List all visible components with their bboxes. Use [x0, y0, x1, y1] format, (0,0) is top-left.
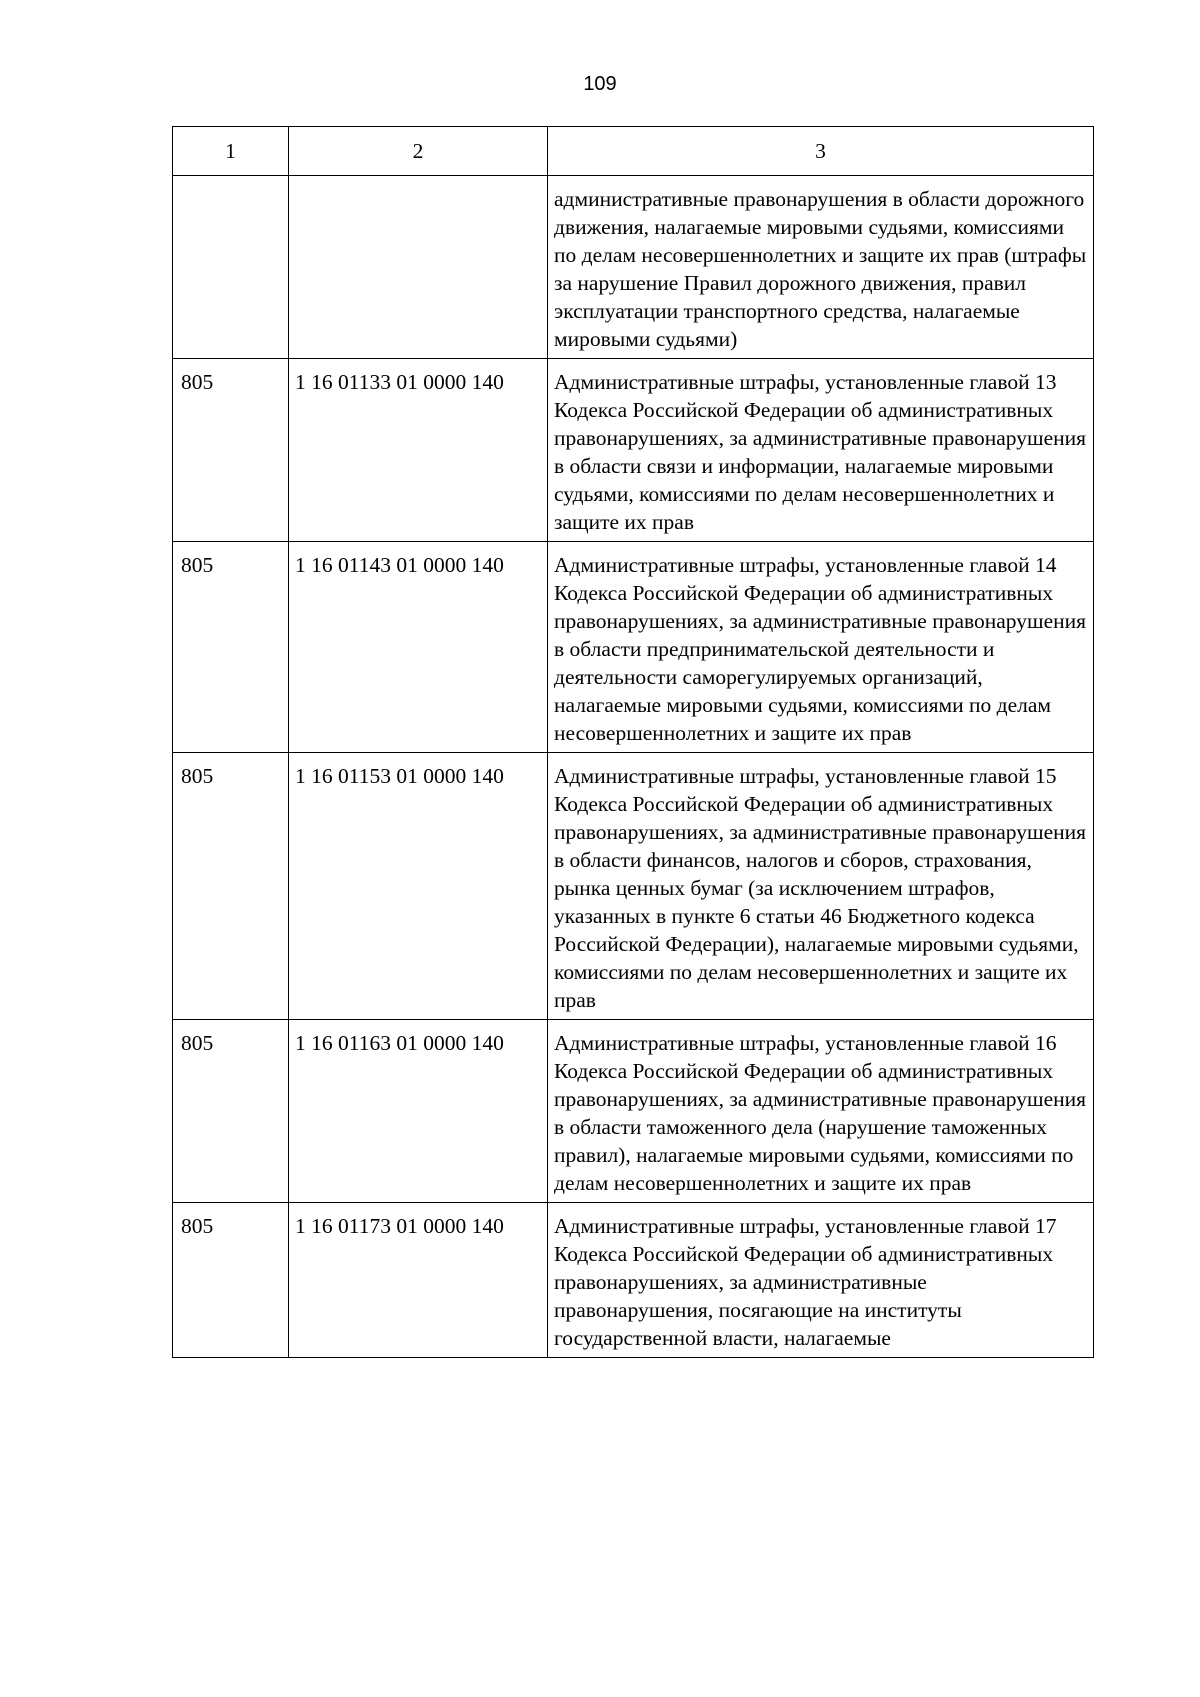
table-row	[173, 753, 1094, 1020]
page-number: 109	[583, 73, 617, 95]
admin-code-cell: 805	[173, 1020, 289, 1203]
admin-code-cell: 805	[173, 753, 289, 1020]
table-row	[173, 1203, 1094, 1358]
budget-codes-table	[172, 126, 1094, 1358]
description-cell: Административные штрафы, установленные главой 16 Кодекса Российской Федерации об административных правонарушениях, за административные правонарушения в области таможенного дела (нарушение таможенных правил), налагаемые мировыми судьями, комиссиями по делам несовершеннолетних и защите их прав	[548, 1020, 1094, 1203]
description-cell: Административные штрафы, установленные главой 17 Кодекса Российской Федерации об административных правонарушениях, за административные правонарушения, посягающие на институты государственной власти, налагаемые	[548, 1203, 1094, 1358]
table-row	[173, 1020, 1094, 1203]
column-header-2: 2	[289, 127, 548, 176]
column-header-1: 1	[173, 127, 289, 176]
description-cell: административные правонарушения в области дорожного движения, налагаемые мировыми судьями, комиссиями по делам несовершеннолетних и защите их прав (штрафы за нарушение Правил дорожного движения, правил эксплуатации транспортного средства, налагаемые мировыми судьями)	[548, 176, 1094, 359]
kbk-code-cell: 1 16 01143 01 0000 140	[289, 542, 548, 753]
description-cell: Административные штрафы, установленные главой 13 Кодекса Российской Федерации об административных правонарушениях, за административные правонарушения в области связи и информации, налагаемые мировыми судьями, комиссиями по делам несовершеннолетних и защите их прав	[548, 359, 1094, 542]
admin-code-cell	[173, 176, 289, 359]
kbk-code-cell: 1 16 01133 01 0000 140	[289, 359, 548, 542]
table-row	[173, 542, 1094, 753]
kbk-code-cell: 1 16 01173 01 0000 140	[289, 1203, 548, 1358]
description-cell: Административные штрафы, установленные главой 14 Кодекса Российской Федерации об административных правонарушениях, за административные правонарушения в области предпринимательской деятельности и деятельности саморегулируемых организаций, налагаемые мировыми судьями, комиссиями по делам несовершеннолетних и защите их прав	[548, 542, 1094, 753]
admin-code-cell: 805	[173, 542, 289, 753]
column-header-3: 3	[548, 127, 1094, 176]
table-row	[173, 176, 1094, 359]
kbk-code-cell: 1 16 01153 01 0000 140	[289, 753, 548, 1020]
kbk-code-cell	[289, 176, 548, 359]
admin-code-cell: 805	[173, 1203, 289, 1358]
kbk-code-cell: 1 16 01163 01 0000 140	[289, 1020, 548, 1203]
admin-code-cell: 805	[173, 359, 289, 542]
table-header-row	[173, 127, 1094, 176]
table-row	[173, 359, 1094, 542]
description-cell: Административные штрафы, установленные главой 15 Кодекса Российской Федерации об административных правонарушениях, за административные правонарушения в области финансов, налогов и сборов, страхования, рынка ценных бумаг (за исключением штрафов, указанных в пункте 6 статьи 46 Бюджетного кодекса Российской Федерации), налагаемые мировыми судьями, комиссиями по делам несовершеннолетних и защите их прав	[548, 753, 1094, 1020]
